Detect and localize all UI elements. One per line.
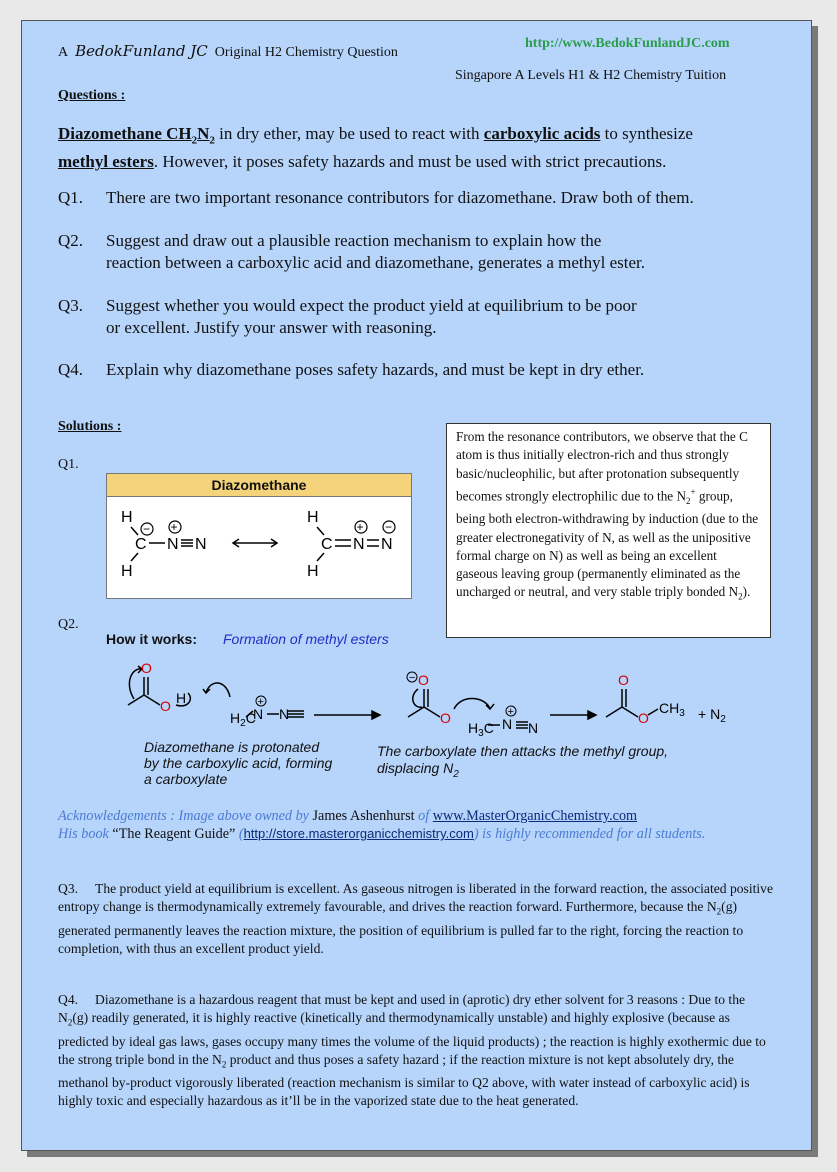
how-it-works-label: How it works: [106, 631, 198, 647]
svg-text:H: H [176, 690, 187, 706]
svg-text:H: H [307, 563, 319, 580]
questions-heading: Questions : [58, 88, 126, 103]
svg-text:N: N [353, 536, 365, 553]
svg-text:+: + [170, 520, 178, 534]
svg-text:+ N2: + $N_2$ [698, 706, 726, 725]
svg-text:+: + [507, 706, 514, 718]
diagram-title: Diazomethane [107, 474, 411, 497]
svg-text:N: N [502, 716, 513, 732]
mechanism-caption-2: The carboxylate then attacks the methyl group, displacing $N_2$ [377, 743, 669, 780]
svg-text:O: O [618, 672, 629, 688]
document-page [21, 20, 812, 1151]
svg-text:N: N [253, 706, 264, 722]
svg-text:CH3: $CH_3$ [659, 700, 685, 719]
svg-text:+: + [257, 696, 264, 708]
header-url[interactable]: http://www.BedokFunlandJC.com [525, 36, 730, 51]
svg-text:H3C: $H_3C$ [468, 720, 494, 739]
svg-text:H: H [121, 509, 133, 526]
header-tagline: Singapore A Levels H1 & H2 Chemistry Tuition [455, 68, 727, 83]
svg-text:C: C [135, 536, 147, 553]
question-q1: Q1. There are two important resonance contributors for diazomethane. Draw both of them. [58, 188, 694, 207]
brand-name: BedokFunland JC [75, 42, 208, 60]
svg-text:H: H [121, 563, 133, 580]
acknowledgements: Acknowledgements : Image above owned by James Ashenhurst of www.MasterOrganicChemistry.com His book “The Reagent Guide” (http://store.masterorganicchemistry.com) is highly recommended for all students. [58, 808, 706, 842]
question-q3: Q3. Suggest whether you would expect the product yield at equilibrium to be poor or excellent. Justify your answer with reasoning. [58, 296, 637, 337]
store-link[interactable]: http://store.masterorganicchemistry.com [243, 826, 474, 841]
svg-text:O: O [141, 660, 152, 676]
intro-paragraph: Diazomethane $CH_2N_2$ in dry ether, may be used to react with carboxylic acids to synthesize methyl esters. However, it poses safety hazards and must be used with strict precautions. [58, 124, 693, 172]
svg-text:C: C [321, 536, 333, 553]
question-q4: Q4. Explain why diazomethane poses safety hazards, and must be kept in dry ether. [58, 360, 645, 379]
svg-text:O: O [418, 672, 429, 688]
solution-q4: Q4. Diazomethane is a hazardous reagent that must be kept and used in (aprotic) dry ether solvent for 3 reasons : Due to the $N_2(g)$ readily generated, it is highly reactive (kinetically and thermodynamically unstable) and highly explosive (because as predicted by ideal gas laws, gases occupy many times the volume of the liquid products) ; the reaction is highly exothermic due to the strong triple bond in the $N_2$ product and thus poses a safety hazard ; if the reaction mixture is not kept absolutely dry, the methanol by-product vigorously liberated (reaction mechanism is similar to Q2 above, with water instead of carboxylic acid) is highly toxic and especially hazardous as it’ll be in the vaporized state due to the heat generated. [58, 992, 766, 1109]
svg-text:N: N [195, 536, 207, 553]
svg-text:H: H [307, 509, 319, 526]
header-prefix: A [58, 45, 69, 60]
svg-text:−: − [143, 522, 151, 536]
header-title [58, 42, 398, 61]
solution-q1-label: Q1. [58, 457, 79, 472]
svg-text:N: N [528, 720, 539, 736]
svg-text:O: O [160, 698, 171, 714]
svg-text:N: N [381, 536, 393, 553]
master-organic-link[interactable]: www.MasterOrganicChemistry.com [432, 808, 638, 824]
solution-q3: Q3. The product yield at equilibrium is excellent. As gaseous nitrogen is liberated in the forward reaction, the associated positive entropy change is thermodynamically extremely favourable, and drives the reaction forward. Furthermore, because the $N_2(g)$ generated permanently leaves the reaction mixture, the position of equilibrium is pulled far to the right, forcing the reaction to completion, with thus an excellent product yield. [58, 881, 773, 956]
svg-text:O: O [638, 710, 649, 726]
esterification-mechanism [118, 653, 758, 739]
resonance-explanation-box: From the resonance contributors, we observe that the C atom is thus initially electron-rich and thus strongly basic/nucleophilic, but after protonation subsequently becomes strongly electrophilic due to the $N_2^+$ group, being both electron-withdrawing by induction (due to the greater electronegativity of N, as well as the unipositive formal charge on N) as well as being an excellent gaseous leaving group (permanently eliminated as the uncharged or neutral, and very stable triply bonded $N_2$). [446, 423, 771, 638]
question-q2: Q2. Suggest and draw out a plausible reaction mechanism to explain how the reaction between a carboxylic acid and diazomethane, generates a methyl ester. [58, 231, 646, 272]
svg-text:−: − [385, 520, 393, 534]
svg-text:−: − [409, 672, 416, 684]
mechanism-caption-1: Diazomethane is protonated by the carboxylic acid, forming a carboxylate [144, 739, 333, 787]
svg-text:+: + [356, 520, 364, 534]
svg-text:N: N [279, 706, 290, 722]
diazomethane-diagram [106, 473, 412, 599]
header-suffix: Original H2 Chemistry Question [214, 45, 398, 60]
solutions-heading: Solutions : [58, 419, 122, 434]
resonance-structures [107, 497, 411, 597]
formation-label: Formation of methyl esters [223, 631, 389, 647]
svg-text:H2C: $H_2C$ [230, 710, 256, 729]
solution-q2-label: Q2. [58, 617, 79, 632]
svg-text:N: N [167, 536, 179, 553]
svg-text:O: O [440, 710, 451, 726]
